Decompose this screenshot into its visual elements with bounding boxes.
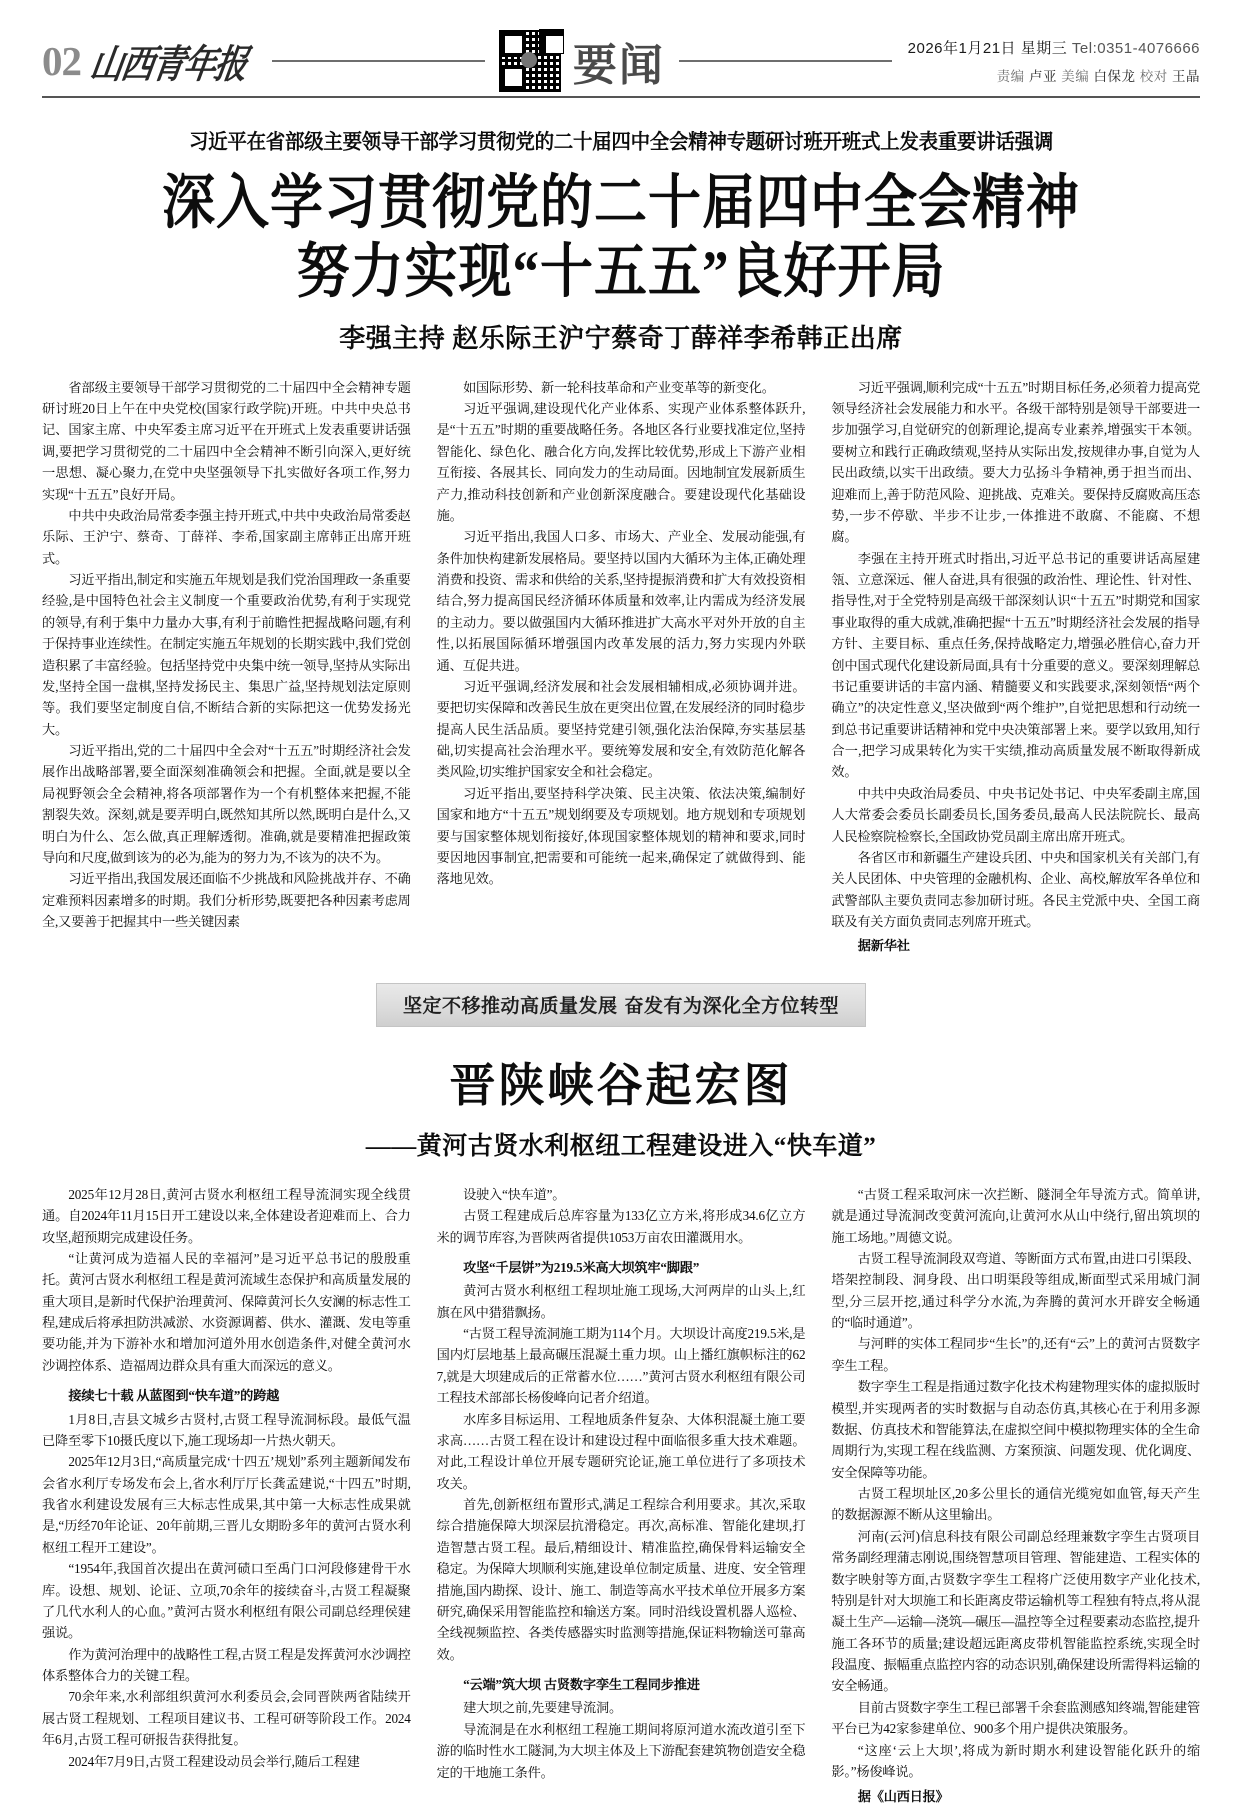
article1-column-3 [831,377,1200,957]
section-banner-wrap [42,983,1200,1027]
article2-column-2 [437,1184,806,1808]
article2-subtitle: ——黄河古贤水利枢纽工程建设进入“快车道” [365,1132,877,1160]
article1-headline-line2: 努力实现“十五五”良好开局 [296,240,946,306]
article2-body [42,1184,1200,1808]
paragraph: 中共中央政治局委员、中央书记处书记、中央军委副主席,国人大常委会委员长副委员长,国务委员,最高人民法院院长、最高人民检察院检察长,全国政协党员副主席出席开班式。 [831,785,1201,844]
masthead [42,0,1200,92]
page-folio: 02 [42,37,81,84]
issue-date: 2026年1月21日 星期三 [907,40,1068,57]
article1-headline-line1: 深入学习贯彻党的二十届四中全会精神 [162,171,1080,236]
masthead-rule-right [679,60,892,62]
art-editor-label: 美编 [1061,69,1090,84]
article2-source: 据《山西日报》 [857,1789,949,1805]
article2-subhead-2: 攻坚“千层饼”为219.5米高大坝筑牢“脚跟” [463,1259,700,1275]
paragraph: 习近平强调,建设现代化产业体系、实现产业体系整体跃升,是“十五五”时期的重要战略任务。各地区各行业要找准定位,坚持智能化、绿色化、融合化方向,发挥比较优势,形成上下游产业相互衔接、各展其长、同向发力的生动局面。因地制宜发展新质生产力,推动科技创新和产业创新深度融合。要建设现代化基础设施。 [436,401,806,523]
art-editor-name: 白保龙 [1093,69,1136,84]
proofreader-label: 校对 [1139,69,1168,84]
issue-date-line [908,37,1200,58]
paragraph: 习近平指出,我国人口多、市场大、产业全、发展动能强,有条件加快构建新发展格局。要坚持以国内大循环为主体,正确处理消费和投资、需求和供给的关系,坚持提振消费和扩大有效投资相结合,努力提高国民经济循环体质量和效率,让内需成为经济发展的主动力。要以做强国内大循环推进扩大高水平对外开放的自主性,以拓展国际循环增强国内改革发展的活力,努力实现内外联通、互促共进。 [436,529,806,673]
section-banner: 坚定不移推动高质量发展 奋发有为深化全方位转型 [376,983,866,1027]
article1-source: 据新华社 [857,938,910,954]
paragraph: 水库多目标运用、工程地质条件复杂、大体积混凝土施工要求高……古贤工程在设计和建设过程中面临很多重大技术难题。对此,工程设计单位开展专题研究论证,施工单位进行了多项技术攻关。 [436,1411,806,1491]
paragraph: “1954年,我国首次提出在黄河碛口至禹门口河段修建骨干水库。设想、规划、论证、立项,70余年的接续奋斗,古贤工程凝聚了几代水利人的心血。”黄河古贤水利枢纽有限公司副总经理侯建强说。 [42,1561,411,1641]
paragraph: 作为黄河治理中的战略性工程,古贤工程是发挥黄河水沙调控体系整体合力的关键工程。 [42,1646,411,1684]
paragraph: 李强在主持开班式时指出,习近平总书记的重要讲话高屋建瓴、立意深远、催人奋进,具有很强的政治性、理论性、针对性、指导性,对于全党特别是高级干部深刻认识“十五五”时期党和国家事业取得的重大成就,准确把握“十五五”时期经济社会发展的指导方针、主要目标、重点任务,保持战略定力,增强必胜信心,奋力开创中国式现代化建设新局面,具有十分重要的意义。要深刻理解总书记重要讲话的丰富内涵、精髓要义和实践要求,深刻领悟“两个确立”的决定性意义,坚决做到“两个维护”,自觉把思想和行动统一到总书记重要讲话精神和党中央决策部署上来。要学以致用,知行合一,把学习成果转化为实干实绩,推动高质量发展不断取得新成效。 [831,550,1201,780]
masthead-rule-left [272,60,485,62]
article2-column-1 [42,1184,411,1808]
masthead-divider [42,96,1200,98]
article2-subhead-3: “云端”筑大坝 古贤数字孪生工程同步推进 [463,1677,700,1693]
paragraph: 首先,创新枢纽布置形式,满足工程综合利用要求。其次,采取综合措施保障大坝深层抗滑稳定。再次,高标准、智能化建坝,打造智慧古贤工程。最后,精细设计、精准监控,确保骨料运输安全稳定。为保障大坝顺利实施,建设单位制定质量、进度、安全管理措施,国内勘探、设计、施工、制造等高水平技术单位开展多方案研究,确保采用智能监控和输送方案。同时沿线设置机器人巡检、全线视频监控、各类传感器实时监测等措施,保证料物输送可靠高效。 [436,1497,806,1662]
article1-byline: 李强主持 赵乐际王沪宁蔡奇丁薛祥李希韩正出席 [339,323,903,353]
article1-body [42,377,1200,957]
paragraph: 2024年7月9日,古贤工程建设动员会举行,随后工程建 [68,1753,360,1769]
paragraph: 中共中央政治局常委李强主持开班式,中共中央政治局常委赵乐际、王沪宁、蔡奇、丁薛祥、李希,国家副主席韩正出席开班式。 [42,507,411,566]
article2-headline: 晋陕峡谷起宏图 [449,1059,793,1111]
paragraph: 古贤工程坝址区,20多公里长的通信光缆宛如血管,每天产生的数据源源不断从这里输出。 [831,1486,1201,1523]
article1-column-1 [42,377,411,957]
paragraph: 导流洞是在水利枢纽工程施工期间将原河道水流改道引至下游的临时性水工隧洞,为大坝主体及上下游配套建筑物创造安全稳定的干地施工条件。 [436,1721,806,1780]
credits-line [908,65,1200,85]
paragraph: 习近平指出,制定和实施五年规划是我们党治国理政一条重要经验,是中国特色社会主义制度一个重要政治优势,有利于实现党的领导,有利于集中力量办大事,有利于前瞻性把握战略问题,有利于保持事业连续性。在制定实施五年规划的长期实践中,我们党创造积累了丰富经验。包括坚持党中央集中统一领导,坚持从实际出发,坚持全国一盘棋,坚持发扬民主、集思广益,坚持规划法定原则等。我们要坚定制度自信,不断结合新的实际把这一优势发扬光大。 [42,572,411,737]
paper-nameplate: 山西青年报 [86,43,249,87]
paragraph: 设驶入“快车道”。 [463,1186,566,1202]
paragraph: 2025年12月3日,“高质量完成‘十四五’规划”系列主题新闻发布会省水利厅专场发布会上,省水利厅厅长龚孟建说,“十四五”时期,我省水利建设发展有三大标志性成果,其中第一大标志性成果就是,“历经70年论证、20年前期,三晋儿女期盼多年的黄河古贤水利枢纽工程开工建设”。 [42,1454,411,1555]
paragraph: 数字孪生工程是指通过数字化技术构建物理实体的虚拟版时模型,并实现两者的实时数据与自动态仿真,其核心在于利用多源数据、仿真技术和智能算法,在虚拟空间中模拟物理实体的全生命周期行为,实现工程在线监测、方案预演、问题发现、优化调度、安全保障等功能。 [831,1379,1201,1480]
paragraph: 与河畔的实体工程同步“生长”的,还有“云”上的黄河古贤数字孪生工程。 [831,1336,1201,1373]
paragraph: 习近平指出,我国发展还面临不少挑战和风险挑战并存、不确定难预料因素增多的时期。我们分析形势,既要把各种因素考虑周全,又要善于把握其中一些关键因素 [42,871,411,930]
masthead-meta [908,37,1200,85]
paragraph: 黄河古贤水利枢纽工程坝址施工现场,大河两岸的山头上,红旗在风中猎猎飘扬。 [436,1283,806,1320]
article1-column-2 [437,377,806,957]
paragraph: 古贤工程导流洞段双弯道、等断面方式布置,由进口引渠段、塔架控制段、洞身段、出口明渠段等组成,断面型式采用城门洞型,分三层开挖,通过科学分水流,为奔腾的黄河水开辟安全畅通的“临时通道”。 [831,1250,1201,1331]
article2-subhead-1: 接续七十载 从蓝图到“快车道”的跨越 [68,1388,280,1404]
paragraph: 70余年来,水利部组织黄河水利委员会,会同晋陕两省陆续开展古贤工程规划、工程项目建议书、工程可研等阶段工作。2024年6月,古贤工程可研报告获得批复。 [42,1689,411,1748]
paragraph: 1月8日,吉县文城乡古贤村,古贤工程导流洞标段。最低气温已降至零下10摄氏度以下,施工现场却一片热火朝天。 [42,1411,411,1448]
paragraph: 习近平强调,经济发展和社会发展相辅相成,必须协调并进。要把切实保障和改善民生放在更突出位置,在发展经济的同时稳步提高人民生活品质。要坚持党建引领,强化法治保障,夯实基层基础,切实提高社会治理水平。要统筹发展和安全,有效防范化解各类风险,切实维护国家安全和社会稳定。 [436,678,806,780]
paragraph: 省部级主要领导干部学习贯彻党的二十届四中全会精神专题研讨班20日上午在中央党校(国家行政学院)开班。中共中央总书记、国家主席、中央军委主席习近平在开班式上发表重要讲话强调,要把学习贯彻党的二十届四中全会精神不断引向深入,更好统一思想、凝心聚力,在党中央坚强领导下扎实做好各项工作,努力实现“十五五”良好开局。 [42,379,411,502]
paragraph: 如国际形势、新一轮科技革命和产业变革等的新变化。 [463,379,775,395]
paragraph: 古贤工程建成后总库容量为133亿立方米,将形成34.6亿立方米的调节库容,为晋陕两省提供1053万亩农田灌溉用水。 [436,1208,806,1245]
paragraph: “古贤工程导流洞施工期为114个月。大坝设计高度219.5米,是国内灯层地基上最高碾压混凝土重力坝。山上播红旗帜标注的627,就是大坝建成后的正常蓄水位……”黄河古贤水利枢纽有限公司工程技术部部长杨俊峰向记者介绍道。 [436,1326,806,1406]
paragraph: 习近平指出,要坚持科学决策、民主决策、依法决策,编制好国家和地方“十五五”规划纲要及专项规划。地方规划和专项规划要与国家整体规划衔接好,体现国家整体规划的精神和要求,同时要因地因事制宜,把需要和可能统一起来,确保定了就做得到、能落地见效。 [436,785,806,887]
paragraph: “这座‘云上大坝’,将成为新时期水利建设智能化跃升的缩影。”杨俊峰说。 [831,1742,1201,1779]
paragraph: 目前古贤数字孪生工程已部署千余套监测感知终端,智能建管平台已为42家参建单位、900多个用户提供决策服务。 [831,1699,1201,1737]
proofreader-name: 王晶 [1172,69,1201,84]
paragraph: “让黄河成为造福人民的幸福河”是习近平总书记的殷殷重托。黄河古贤水利枢纽工程是黄河流域生态保护和高质量发展的重大项目,是新时代保护治理黄河、保障黄河长久安澜的标志性工程,建成后将承担防洪减淤、水资源调蓄、供水、灌溉、发电等重要功能,并为下游补水和增加河道外用水创造条件,对健全黄河水沙调控体系、造福周边群众具有重大而深远的意义。 [42,1250,411,1373]
qr-code-icon[interactable] [499,30,561,92]
article2-column-3 [831,1184,1200,1808]
editor-label: 责编 [996,69,1025,84]
paragraph: 2025年12月28日,黄河古贤水利枢纽工程导流洞实现全线贯通。自2024年11月15日开工建设以来,全体建设者迎难而上、合力攻坚,超预期完成建设任务。 [42,1186,411,1245]
paragraph: 习近平指出,党的二十届四中全会对“十五五”时期经济社会发展作出战略部署,要全面深刻准确领会和把握。全面,就是要以全局视野领会全会精神,将各项部署作为一个有机整体来把握,不能割裂失效。深刻,就是要弄明白,既然知其所以然,既明白是什么,又明白为什么、怎么做,真正理解透彻。准确,就是要精准把握政策导向和尺度,做到该为的必为,能为的努力为,不该为的决不为。 [42,743,411,865]
paragraph: 各省区市和新疆生产建设兵团、中央和国家机关有关部门,有关人民团体、中央管理的金融机构、企业、高校,解放军各单位和武警部队主要负责同志参加研讨班。各民主党派中央、全国工商联及有关方面负责同志列席开班式。 [831,849,1201,930]
section-title: 要闻 [572,41,665,90]
phone-number: Tel:0351-4076666 [1071,40,1201,57]
paragraph: 河南(云河)信息科技有限公司副总经理兼数字孪生古贤项目常务副经理蒲志刚说,围绕智慧项目管理、智能建造、工程实体的数字映射等方面,古贤数字孪生工程将广泛使用数字产业化技术,特别是针对大坝施工和长距离皮带运输机等工程独有特点,将从混凝土生产—运输—浇筑—碾压—温控等全过程要素动态监控,提升施工各环节的质量;建设超远距离皮带机智能监控系统,实现全时段温度、振幅重点监控内容的动态识别,确保建设所需得料运输的安全畅通。 [831,1528,1201,1694]
article1-shoulder: 习近平在省部级主要领导干部学习贯彻党的二十届四中全会精神专题研讨班开班式上发表重要讲话强调 [188,129,1053,154]
paragraph: 习近平强调,顺利完成“十五五”时期目标任务,必须着力提高党领导经济社会发展能力和水平。各级干部特别是领导干部要进一步加强学习,自觉研究的创新理论,提高专业素养,增强实干本领。要树立和践行正确政绩观,坚持从实际出发,按规律办事,自觉为人民出政绩,以实干出政绩。要大力弘扬斗争精神,勇于担当而出、迎难而上,善于防范风险、迎挑战、克难关。要保持反腐败高压态势,一步不停歇、半步不让步,一体推进不敢腐、不能腐、不想腐。 [831,379,1201,545]
paragraph: “古贤工程采取河床一次拦断、隧洞全年导流方式。简单讲,就是通过导流洞改变黄河流向,让黄河水从山中绕行,留出筑坝的施工场地。”周德文说。 [831,1186,1201,1245]
editor-name: 卢亚 [1028,69,1057,84]
paragraph: 建大坝之前,先要建导流洞。 [463,1700,623,1716]
